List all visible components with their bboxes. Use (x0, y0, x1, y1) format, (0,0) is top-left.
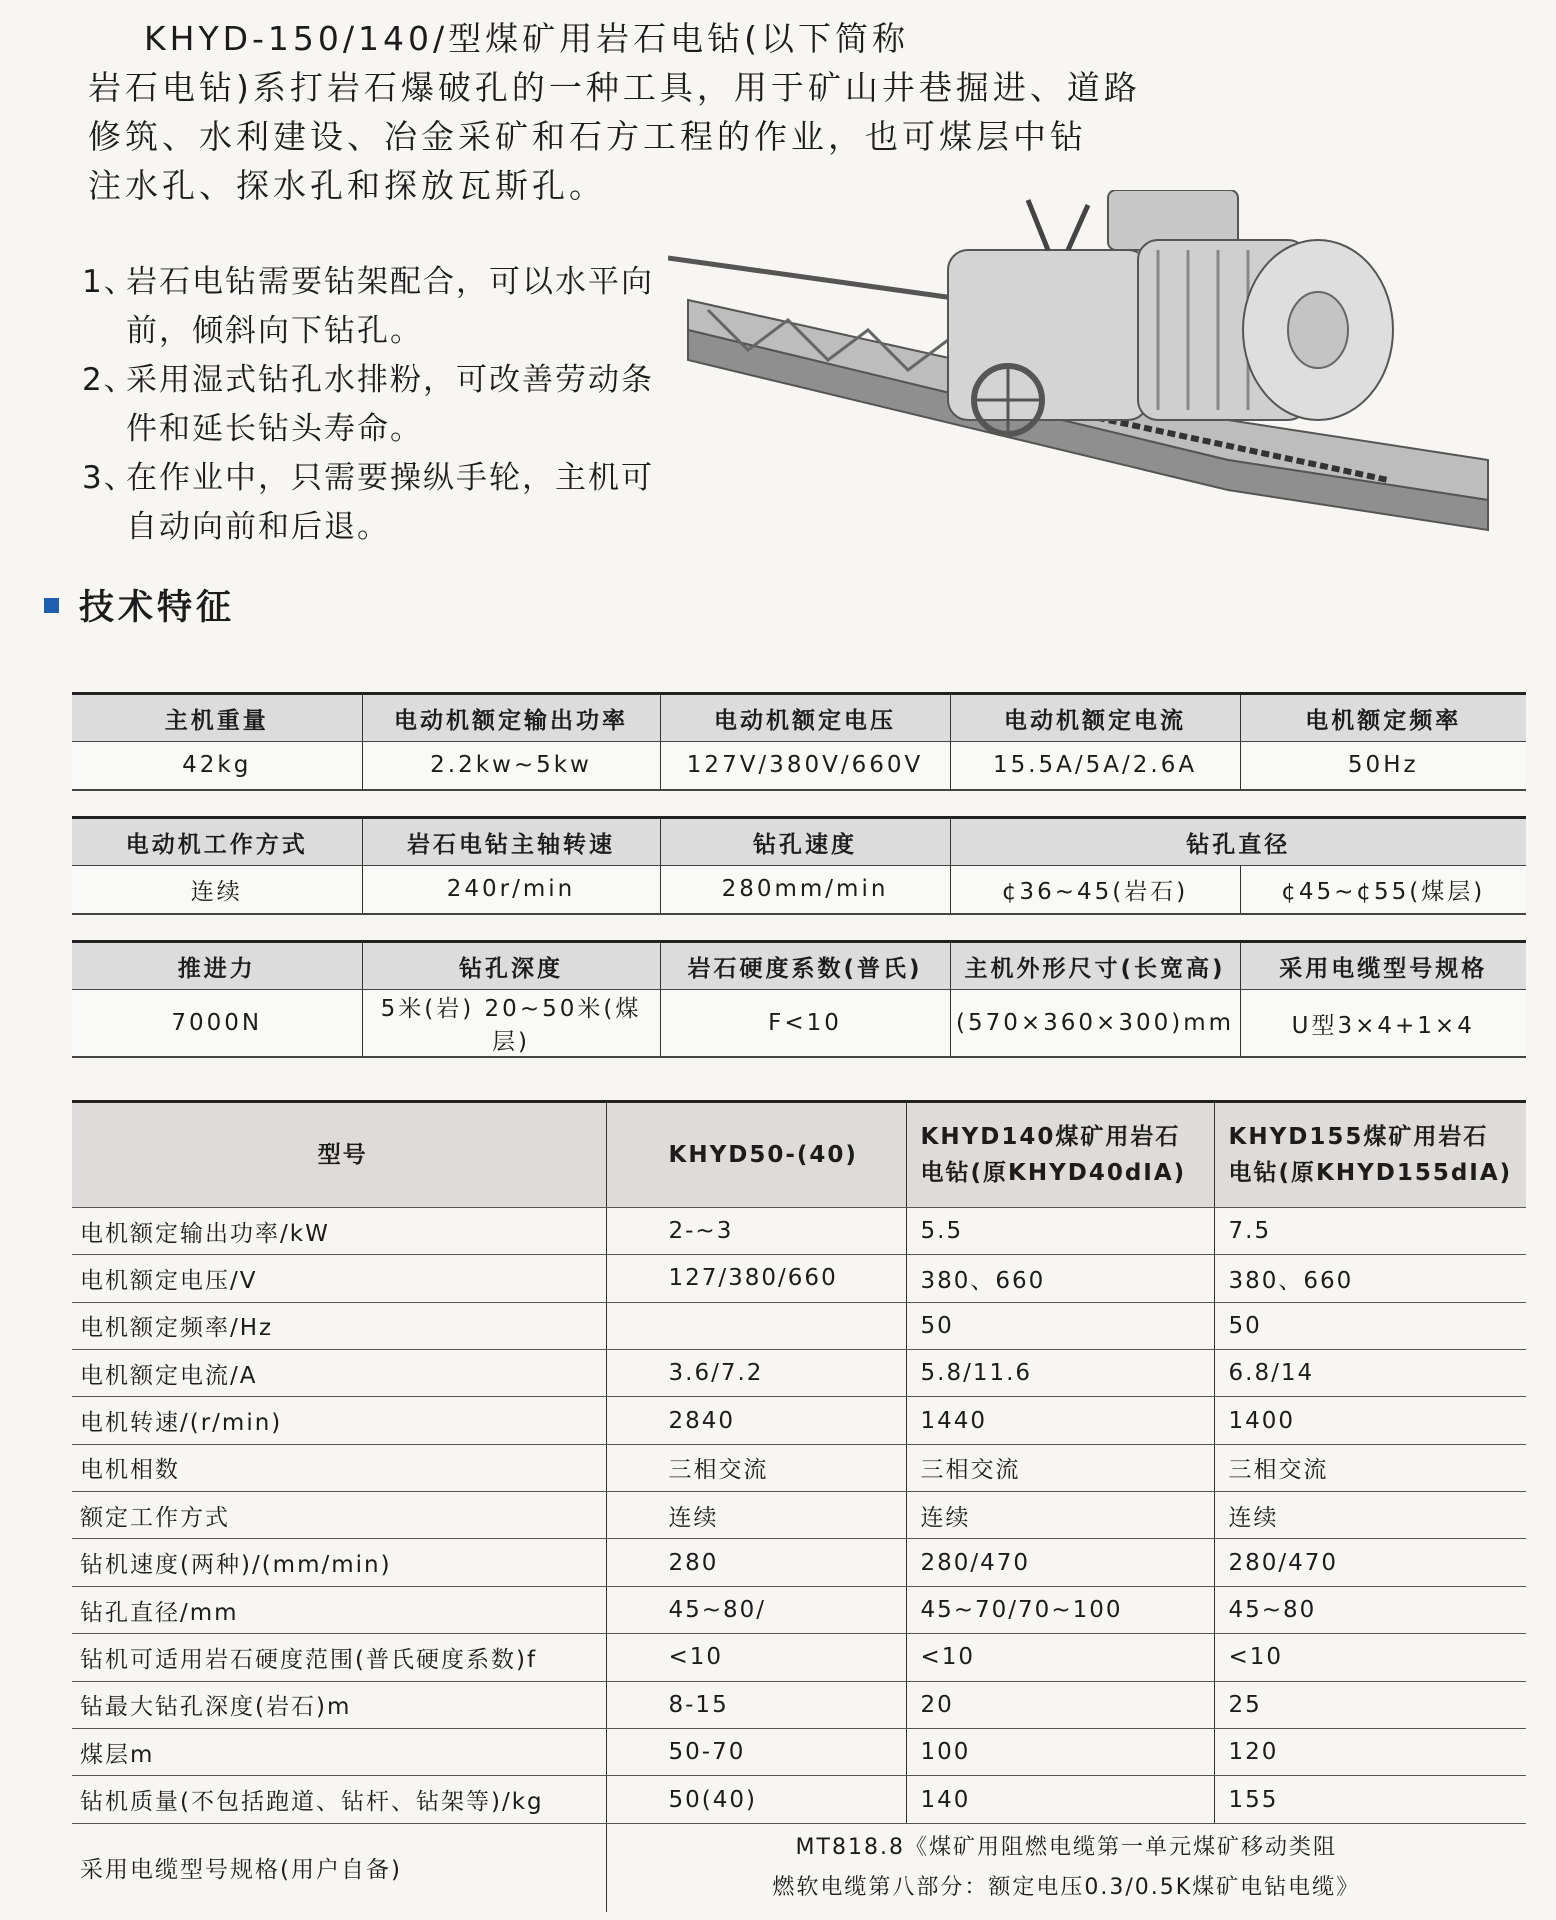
spec-value-row (72, 990, 1526, 1058)
row-value-1: 2-~3 (606, 1207, 906, 1254)
spec-header: 钻孔深度 (362, 942, 660, 990)
row-label: 额定工作方式 (72, 1492, 606, 1539)
intro-line: KHYD-150/140/型煤矿用岩石电钻(以下简称 (144, 19, 910, 58)
cable-note (606, 1823, 1526, 1912)
feature-list (82, 258, 682, 552)
row-value-1: 3.6/7.2 (606, 1349, 906, 1396)
intro-paragraph (88, 14, 1148, 210)
row-label: 电机额定频率/Hz (72, 1302, 606, 1349)
model-header-1: KHYD50-(40) (606, 1102, 906, 1208)
table-row (72, 1492, 1526, 1539)
spec-table-3 (72, 940, 1526, 1058)
row-value-3: 25 (1214, 1681, 1526, 1728)
feature-item (82, 454, 682, 552)
section-marker-icon (44, 598, 59, 613)
model-header-2-line1: KHYD140煤矿用岩石 (920, 1123, 1181, 1150)
row-label: 电机额定电流/A (72, 1349, 606, 1396)
spec-header: 钻孔速度 (660, 818, 950, 866)
model-header-row (72, 1102, 1526, 1208)
row-value-3: 三相交流 (1214, 1444, 1526, 1491)
row-value-3: 380、660 (1214, 1255, 1526, 1302)
row-value-2: 45~70/70~100 (906, 1586, 1214, 1633)
row-label: 钻机质量(不包括跑道、钻杆、钻架等)/kg (72, 1776, 606, 1823)
feature-item (82, 356, 682, 454)
row-value-2: 连续 (906, 1492, 1214, 1539)
spec-value: 15.5A/5A/2.6A (950, 742, 1240, 790)
row-label: 钻孔直径/mm (72, 1586, 606, 1633)
cable-row (72, 1823, 1526, 1912)
row-value-1: 280 (606, 1539, 906, 1586)
spec-value: (570×360×300)mm (950, 990, 1240, 1058)
row-value-3: 280/470 (1214, 1539, 1526, 1586)
spec-header: 推进力 (72, 942, 362, 990)
intro-line: 岩石电钻)系打岩石爆破孔的一种工具，用于矿山井巷掘进、道路 (88, 68, 1141, 107)
spec-header: 岩石电钻主轴转速 (362, 818, 660, 866)
row-value-3: 6.8/14 (1214, 1349, 1526, 1396)
spec-header: 主机重量 (72, 694, 362, 742)
table-row (72, 1634, 1526, 1681)
row-value-2: 1440 (906, 1397, 1214, 1444)
row-label: 钻机速度(两种)/(mm/min) (72, 1539, 606, 1586)
model-header-3-line1: KHYD155煤矿用岩石 (1228, 1123, 1489, 1150)
row-value-3: 120 (1214, 1728, 1526, 1775)
table-row (72, 1255, 1526, 1302)
row-label: 电机额定电压/V (72, 1255, 606, 1302)
row-value-1: 127/380/660 (606, 1255, 906, 1302)
table-row (72, 1349, 1526, 1396)
row-value-3: 连续 (1214, 1492, 1526, 1539)
spec-value: 50Hz (1240, 742, 1526, 790)
row-value-2: 140 (906, 1776, 1214, 1823)
row-label: 钻最大钻孔深度(岩石)m (72, 1681, 606, 1728)
row-value-2: 20 (906, 1681, 1214, 1728)
row-value-2: 5.8/11.6 (906, 1349, 1214, 1396)
spec-header: 电机额定频率 (1240, 694, 1526, 742)
feature-item (82, 258, 682, 356)
spec-header: 主机外形尺寸(长宽高) (950, 942, 1240, 990)
row-value-1: 2840 (606, 1397, 906, 1444)
table-row (72, 1728, 1526, 1775)
spec-value: ¢45~¢55(煤层) (1240, 866, 1526, 914)
spec-value-row (72, 866, 1526, 914)
row-label: 电机相数 (72, 1444, 606, 1491)
spec-value: 127V/380V/660V (660, 742, 950, 790)
spec-header-row (72, 694, 1526, 742)
spec-value: 7000N (72, 990, 362, 1058)
section-title-label: 技术特征 (79, 587, 236, 628)
row-value-1 (606, 1302, 906, 1349)
row-value-2: 三相交流 (906, 1444, 1214, 1491)
spec-value-row (72, 742, 1526, 790)
row-value-3: 50 (1214, 1302, 1526, 1349)
spec-value: F<10 (660, 990, 950, 1058)
row-value-2: 100 (906, 1728, 1214, 1775)
spec-value: 5米(岩) 20~50米(煤层) (362, 990, 660, 1058)
section-title (44, 580, 235, 630)
row-label: 电机额定输出功率/kW (72, 1207, 606, 1254)
row-value-1: 50(40) (606, 1776, 906, 1823)
spec-table-2 (72, 816, 1526, 915)
spec-value: 280mm/min (660, 866, 950, 914)
model-header-2 (906, 1102, 1214, 1208)
row-value-1: <10 (606, 1634, 906, 1681)
row-value-1: 45~80/ (606, 1586, 906, 1633)
cable-note-line1: MT818.8《煤矿用阻燃电缆第一单元煤矿移动类阻 (795, 1834, 1337, 1860)
row-value-1: 50-70 (606, 1728, 906, 1775)
model-header-2-line2: 电钻(原KHYD40dIA) (920, 1159, 1187, 1186)
table-row (72, 1207, 1526, 1254)
spec-header-row (72, 942, 1526, 990)
row-value-3: 45~80 (1214, 1586, 1526, 1633)
row-value-2: 380、660 (906, 1255, 1214, 1302)
spec-header: 钻孔直径 (950, 818, 1526, 866)
spec-value: U型3×4+1×4 (1240, 990, 1526, 1058)
spec-value: 42kg (72, 742, 362, 790)
spec-header: 电动机额定电流 (950, 694, 1240, 742)
spec-table-1 (72, 692, 1526, 791)
table-row (72, 1444, 1526, 1491)
row-value-3: 7.5 (1214, 1207, 1526, 1254)
row-value-1: 三相交流 (606, 1444, 906, 1491)
row-value-3: <10 (1214, 1634, 1526, 1681)
row-label: 电机转速/(r/min) (72, 1397, 606, 1444)
table-row (72, 1539, 1526, 1586)
cable-note-line2: 燃软电缆第八部分：额定电压0.3/0.5K煤矿电钻电缆》 (772, 1874, 1361, 1900)
spec-header: 电动机额定输出功率 (362, 694, 660, 742)
row-value-2: 280/470 (906, 1539, 1214, 1586)
row-label: 钻机可适用岩石硬度范围(普氏硬度系数)f (72, 1634, 606, 1681)
row-value-2: 5.5 (906, 1207, 1214, 1254)
spec-value: 连续 (72, 866, 362, 914)
row-value-2: <10 (906, 1634, 1214, 1681)
row-label: 煤层m (72, 1728, 606, 1775)
model-header-label: 型号 (72, 1102, 606, 1208)
feature-text: 岩石电钻需要钻架配合，可以水平向前，倾斜向下钻孔。 (126, 264, 654, 349)
model-header-3 (1214, 1102, 1526, 1208)
spec-value: 2.2kw~5kw (362, 742, 660, 790)
feature-number: 2、 (82, 362, 137, 398)
spec-value: 240r/min (362, 866, 660, 914)
table-row (72, 1681, 1526, 1728)
model-header-3-line2: 电钻(原KHYD155dIA) (1228, 1159, 1513, 1186)
spec-header: 电动机额定电压 (660, 694, 950, 742)
table-row (72, 1397, 1526, 1444)
row-value-3: 155 (1214, 1776, 1526, 1823)
feature-text: 采用湿式钻孔水排粉，可改善劳动条件和延长钻头寿命。 (126, 362, 654, 447)
intro-line: 修筑、水利建设、冶金采矿和石方工程的作业，也可煤层中钻 (88, 117, 1087, 156)
spec-header: 岩石硬度系数(普氏) (660, 942, 950, 990)
spec-value: ¢36~45(岩石) (950, 866, 1240, 914)
row-value-2: 50 (906, 1302, 1214, 1349)
rock-drill-photo (668, 190, 1520, 570)
table-row (72, 1302, 1526, 1349)
table-row (72, 1586, 1526, 1633)
model-comparison-table (72, 1100, 1526, 1912)
row-value-1: 连续 (606, 1492, 906, 1539)
feature-number: 3、 (82, 460, 137, 496)
row-value-3: 1400 (1214, 1397, 1526, 1444)
spec-header: 电动机工作方式 (72, 818, 362, 866)
spec-header: 采用电缆型号规格 (1240, 942, 1526, 990)
row-value-1: 8-15 (606, 1681, 906, 1728)
feature-number: 1、 (82, 264, 137, 300)
table-row (72, 1776, 1526, 1823)
cable-label: 采用电缆型号规格(用户自备) (72, 1823, 606, 1912)
spec-header-row (72, 818, 1526, 866)
intro-line: 注水孔、探水孔和探放瓦斯孔。 (88, 166, 606, 205)
feature-text: 在作业中，只需要操纵手轮，主机可自动向前和后退。 (126, 460, 654, 545)
